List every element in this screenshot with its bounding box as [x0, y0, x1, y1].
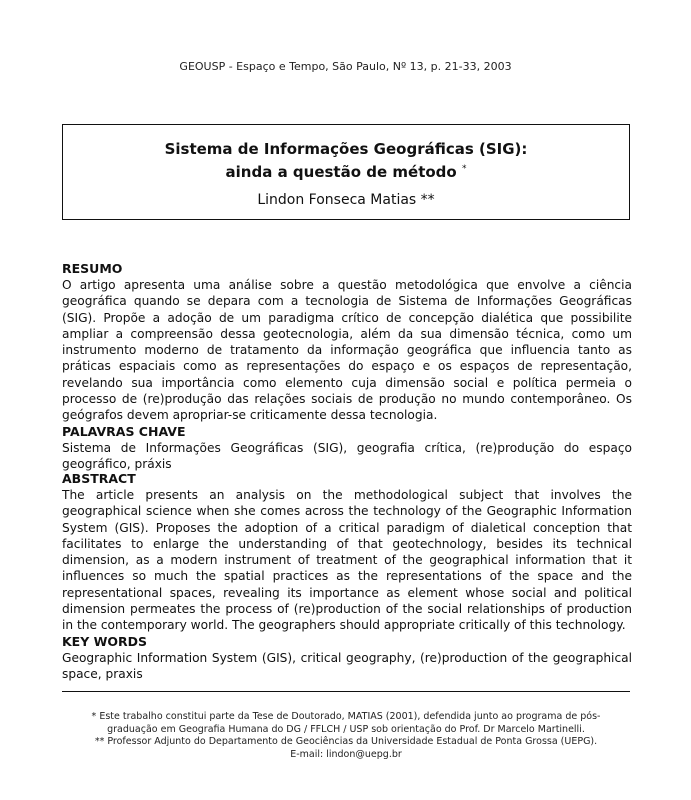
key-words-text: Geographic Information System (GIS), critical geography, (re)production of the geographical space, praxis: [62, 650, 632, 681]
palavras-chave-text: Sistema de Informações Geográficas (SIG), geografia crítica, (re)produção do espaço geográfico, práxis: [62, 440, 632, 471]
key-words-heading: KEY WORDS: [62, 633, 148, 649]
footnote-email: E-mail: lindon@uepg.br: [290, 748, 402, 760]
footnote-2: ** Professor Adjunto do Departamento de Geociências da Universidade Estadual de Ponta Grossa (UEPG).: [94, 736, 598, 748]
resumo-section: [62, 261, 632, 472]
abstract-heading: ABSTRACT: [62, 471, 136, 486]
footnote-divider: [62, 691, 630, 692]
article-title-text: ainda a questão de método: [225, 163, 457, 181]
author-name: Lindon Fonseca Matias **: [257, 192, 435, 208]
resumo-text: O artigo apresenta uma análise sobre a questão metodológica que envolve a ciência geográfica quando se depara com a tecnologia de Sistema de Informações Geográficas (SIG). Propõe a adoção de um paradigma crítico de concepção dialética que possibilite ampliar a compreensão dessa geotecnologia, além da sua dimensão técnica, como um instrumento moderno de tratamento da informação geográfica que influencia tanto as práticas espaciais como as representações do espaço e os espaços de representação, revelando sua importância como elemento cuja dimensão social e política permeia o processo de (re)produção das relações sociais de produção no mundo contemporâneo. Os geógrafos devem apropriar-se criticamente dessa tecnologia.: [62, 278, 632, 423]
abstract-text: The article presents an analysis on the methodological subject that involves the geographical science when she comes across the technology of the Geographic Information System (GIS). Proposes the adoption of a critical paradigm of dialetical conception that facilitates to enlarge the understanding of that geotechnology, besides its technical dimension, as a modern instrument of treatment of the geographical information that it influences so much the spatial practices as the representations of the space and the representational spaces, revealing its importance as element whose social and political dimension permeates the process of (re)production of the social relationships of production in the contemporary world. The geographers should appropriate critically of this technology.: [62, 488, 632, 633]
running-head: GEOUSP - Espaço e Tempo, São Paulo, Nº 13, p. 21-33, 2003: [179, 60, 512, 73]
abstract-section: [62, 471, 632, 682]
article-title-line1: Sistema de Informações Geográficas (SIG):: [164, 140, 528, 158]
footnotes: [62, 711, 630, 761]
title-footnote-marker: *: [461, 164, 467, 174]
resumo-heading: RESUMO: [62, 261, 123, 276]
footnote-1-line2: graduação em Geografia Humana do DG / FFLCH / USP sob orientação do Prof. Dr Marcelo Martinelli.: [107, 723, 585, 735]
article-title-line2: [63, 159, 629, 182]
footnote-1-line1: * Este trabalho constitui parte da Tese de Doutorado, MATIAS (2001), defendida junto ao programa de pós-: [91, 711, 601, 722]
palavras-chave-heading: PALAVRAS CHAVE: [62, 423, 186, 439]
title-box: [62, 124, 630, 220]
